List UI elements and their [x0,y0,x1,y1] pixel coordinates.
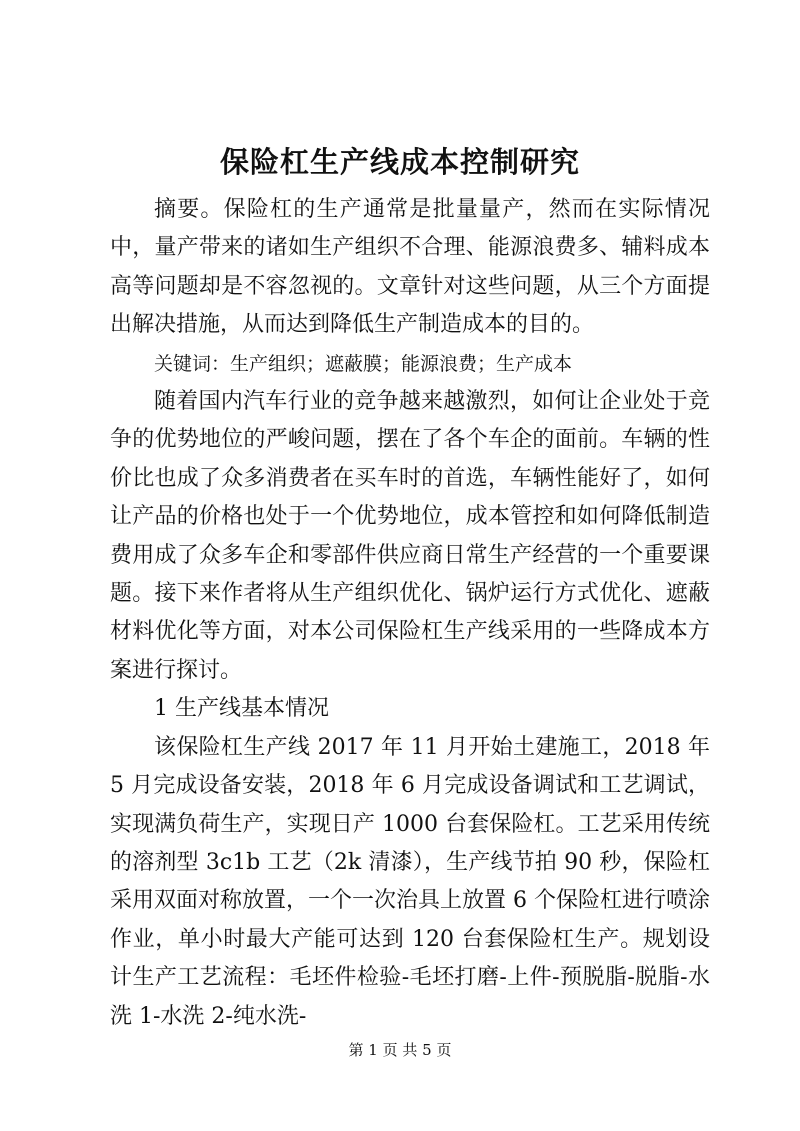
document-title: 保险杠生产线成本控制研究 [219,145,580,179]
keywords-paragraph: 关键词：生产组织；遮蔽膜；能源浪费；生产成本 [154,352,573,375]
section-heading: 1 生产线基本情况 [154,696,329,722]
section-paragraph: 该保险杠生产线 2017 年 11 月开始土建施工，2018 年 5 月完成设备安装，2018 年 6 月完成设备调试和工艺调试，实现满负荷生产，实现日产 1000 台套保险杠。工艺采用传统的溶剂型 3c1b 工艺（2k 清漆），生产线节拍 90 秒，保险杠采用双面对称放置，一个一次治具上放置 6 个保险杠进行喷涂作业，单小时最大产能可达到 120 台套保险杠生产。规划设计生产工艺流程：毛坯件检验-毛坯打磨-上件-预脱脂-脱脂-水洗 1-水洗 2-纯水洗- [110,734,710,1029]
introduction-paragraph: 随着国内汽车行业的竞争越来越激烈，如何让企业处于竞争的优势地位的严峻问题，摆在了各个车企的面前。车辆的性价比也成了众多消费者在买车时的首选，车辆性能好了，如何让产品的价格也处于一个优势地位，成本管控和如何降低制造费用成了众多车企和零部件供应商日常生产经营的一个重要课题。接下来作者将从生产组织优化、锅炉运行方式优化、遮蔽材料优化等方面，对本公司保险杠生产线采用的一些降成本方案进行探讨。 [110,389,710,683]
document-body [110,191,710,1036]
abstract-paragraph: 摘要。保险杠的生产通常是批量量产，然而在实际情况中，量产带来的诸如生产组织不合理、能源浪费多、辅料成本高等问题却是不容忽视的。文章针对这些问题，从三个方面提出解决措施，从而达到降低生产制造成本的目的。 [110,197,710,338]
page-footer: 第 1 页 共 5 页 [348,1041,452,1059]
